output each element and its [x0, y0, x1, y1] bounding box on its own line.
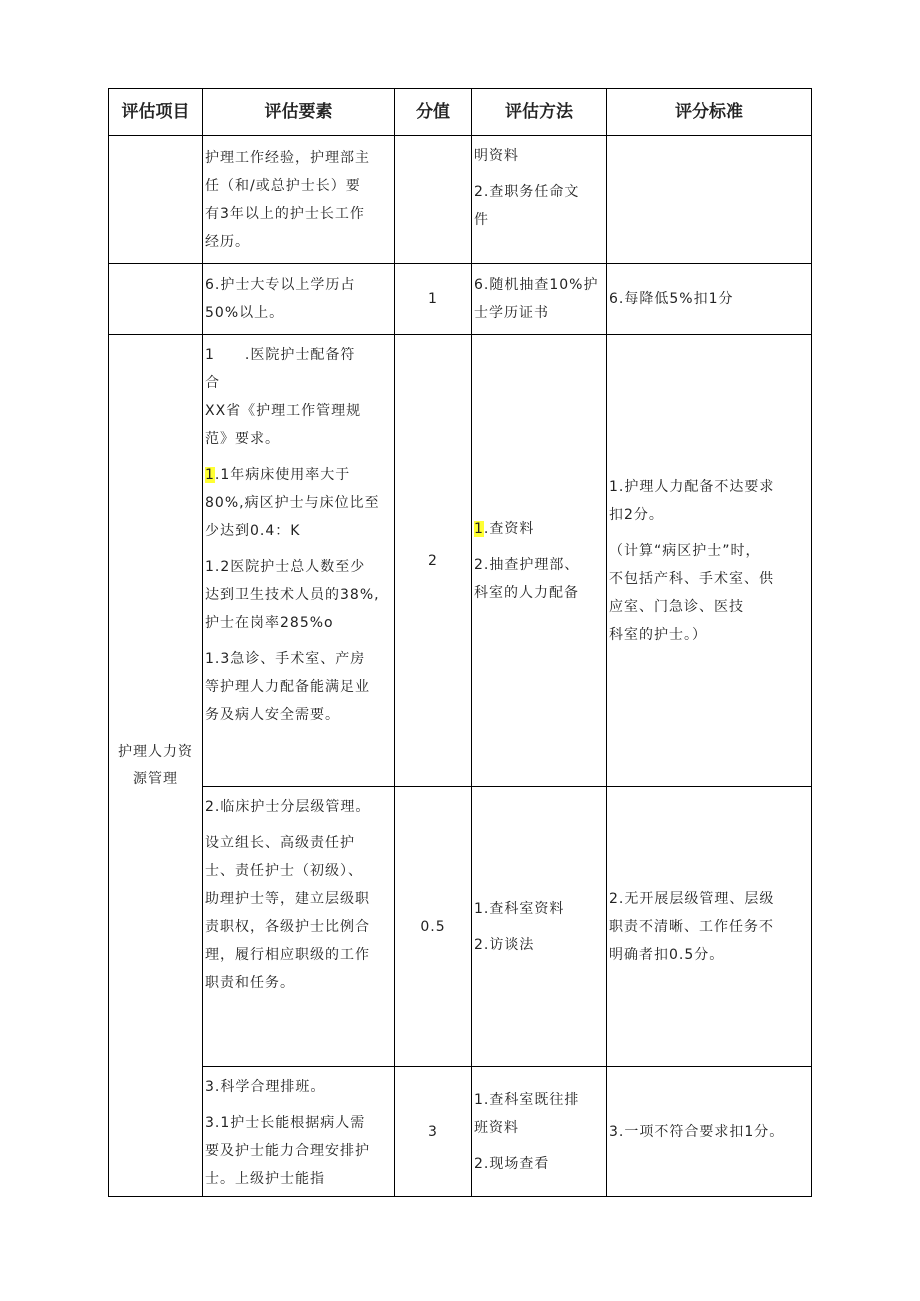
- elements-cell: [203, 1067, 395, 1197]
- elements-line: 经历。: [205, 233, 250, 250]
- methods-line: 1.查科室资料: [474, 900, 565, 917]
- criteria-line: 3.一项不符合要求扣1分。: [609, 1123, 785, 1140]
- elements-line: 达到卫生技术人员的38%,: [205, 587, 380, 603]
- elements-line: 士、责任护士（初级）、: [205, 863, 363, 879]
- table-row: [109, 335, 812, 787]
- score-cell: [395, 136, 472, 264]
- criteria-line: 扣2分。: [609, 506, 664, 523]
- elements-line: 等护理人力配备能满足业: [205, 679, 370, 695]
- elements-line: 范》要求。: [205, 431, 280, 447]
- methods-line: [474, 515, 602, 543]
- table-row: [109, 787, 812, 1067]
- category-cell: [109, 264, 203, 335]
- elements-cell: [203, 264, 395, 335]
- elements-line: 士。上级护士能指: [205, 1171, 325, 1187]
- evaluation-table: [108, 88, 812, 1197]
- criteria-line: 职责不清晰、工作任务不: [609, 918, 774, 935]
- elements-line: 职责和任务。: [205, 975, 295, 991]
- elements-line: XX省《护理工作管理规: [205, 403, 362, 419]
- elements-line: 2.临床护士分层级管理。: [205, 799, 371, 815]
- elements-line: 设立组长、高级责任护: [205, 835, 355, 851]
- methods-cell: [472, 1067, 607, 1197]
- methods-line: 1.查科室既往排: [474, 1091, 580, 1108]
- elements-line: 护理工作经验，护理部主: [205, 149, 370, 166]
- methods-line: 6.随机抽查10%护: [474, 277, 599, 293]
- score-cell: 0.5: [395, 787, 472, 1067]
- elements-line: 1.2医院护士总人数至少: [205, 559, 366, 575]
- header-row: [109, 89, 812, 136]
- header-criteria: 评分标准: [607, 89, 812, 136]
- header-methods: 评估方法: [472, 89, 607, 136]
- elements-line: 1.3急诊、手术室、产房: [205, 651, 366, 667]
- methods-line: 明资料: [474, 148, 519, 164]
- methods-cell: [472, 264, 607, 335]
- header-elements: 评估要素: [203, 89, 395, 136]
- methods-cell: [472, 136, 607, 264]
- score-cell: 1: [395, 264, 472, 335]
- elements-line: 护士在岗率285%o: [205, 615, 334, 631]
- methods-line: 2.现场查看: [474, 1155, 550, 1172]
- elements-line: .1年病床使用率大于: [214, 467, 351, 483]
- methods-line: 班资料: [474, 1119, 519, 1136]
- elements-cell: [203, 136, 395, 264]
- methods-cell: [472, 787, 607, 1067]
- score-cell: 2: [395, 335, 472, 787]
- criteria-line: 2.无开展层级管理、层级: [609, 890, 775, 907]
- elements-line: 3.科学合理排班。: [205, 1079, 326, 1095]
- criteria-line: 6.每降低5%扣1分: [609, 291, 734, 307]
- methods-line: 件: [474, 212, 489, 228]
- elements-line: 要及护士能力合理安排护: [205, 1143, 370, 1159]
- criteria-line: （计算“病区护士”时，: [609, 542, 761, 559]
- criteria-cell: [607, 1067, 812, 1197]
- methods-line: 2.抽查护理部、: [474, 556, 580, 573]
- highlight-mark: 1: [205, 467, 215, 483]
- criteria-cell: [607, 335, 812, 787]
- elements-cell: [203, 787, 395, 1067]
- document-page: [108, 88, 812, 1197]
- elements-line: 50%以上。: [205, 305, 285, 321]
- criteria-cell: [607, 787, 812, 1067]
- methods-line-text: .查资料: [483, 520, 535, 537]
- score-cell: 3: [395, 1067, 472, 1197]
- elements-line: 6.护士大专以上学历占: [205, 277, 356, 293]
- elements-line: 合: [205, 375, 220, 391]
- elements-line: 1 .医院护士配备符: [205, 347, 356, 363]
- header-score: 分值: [395, 89, 472, 136]
- elements-line: 有3年以上的护士长工作: [205, 205, 365, 222]
- table-row: [109, 136, 812, 264]
- category-cell: 护理人力资源管理: [109, 335, 203, 1197]
- elements-line: 务及病人安全需要。: [205, 707, 340, 723]
- category-cell: [109, 136, 203, 264]
- table-row: [109, 264, 812, 335]
- header-category: 评估项目: [109, 89, 203, 136]
- criteria-line: 应室、门急诊、医技: [609, 598, 744, 615]
- table-row: [109, 1067, 812, 1197]
- elements-line: 3.1护士长能根据病人需: [205, 1115, 366, 1131]
- criteria-cell: [607, 136, 812, 264]
- criteria-cell: [607, 264, 812, 335]
- elements-line: 任（和/或总护士长）要: [205, 177, 361, 194]
- criteria-line: 明确者扣0.5分。: [609, 946, 725, 963]
- elements-line: 助理护士等，建立层级职: [205, 891, 370, 907]
- criteria-line: 不包括产科、手术室、供: [609, 570, 774, 587]
- elements-cell: [203, 335, 395, 787]
- elements-line: 80%,病区护士与床位比至: [205, 495, 380, 511]
- highlight-mark: 1: [474, 520, 484, 537]
- criteria-line: 1.护理人力配备不达要求: [609, 478, 775, 495]
- elements-line: 少达到0.4：K: [205, 523, 301, 539]
- elements-line: 责职权，各级护士比例合: [205, 919, 370, 935]
- criteria-line: 科室的护士。）: [609, 626, 707, 643]
- elements-line: 理，履行相应职级的工作: [205, 947, 370, 963]
- methods-line: 科室的人力配备: [474, 584, 579, 601]
- methods-line: 2.查职务任命文: [474, 184, 580, 200]
- methods-cell: [472, 335, 607, 787]
- methods-line: 士学历证书: [474, 305, 549, 321]
- elements-line-highlighted: [205, 461, 390, 489]
- methods-line: 2.访谈法: [474, 936, 535, 953]
